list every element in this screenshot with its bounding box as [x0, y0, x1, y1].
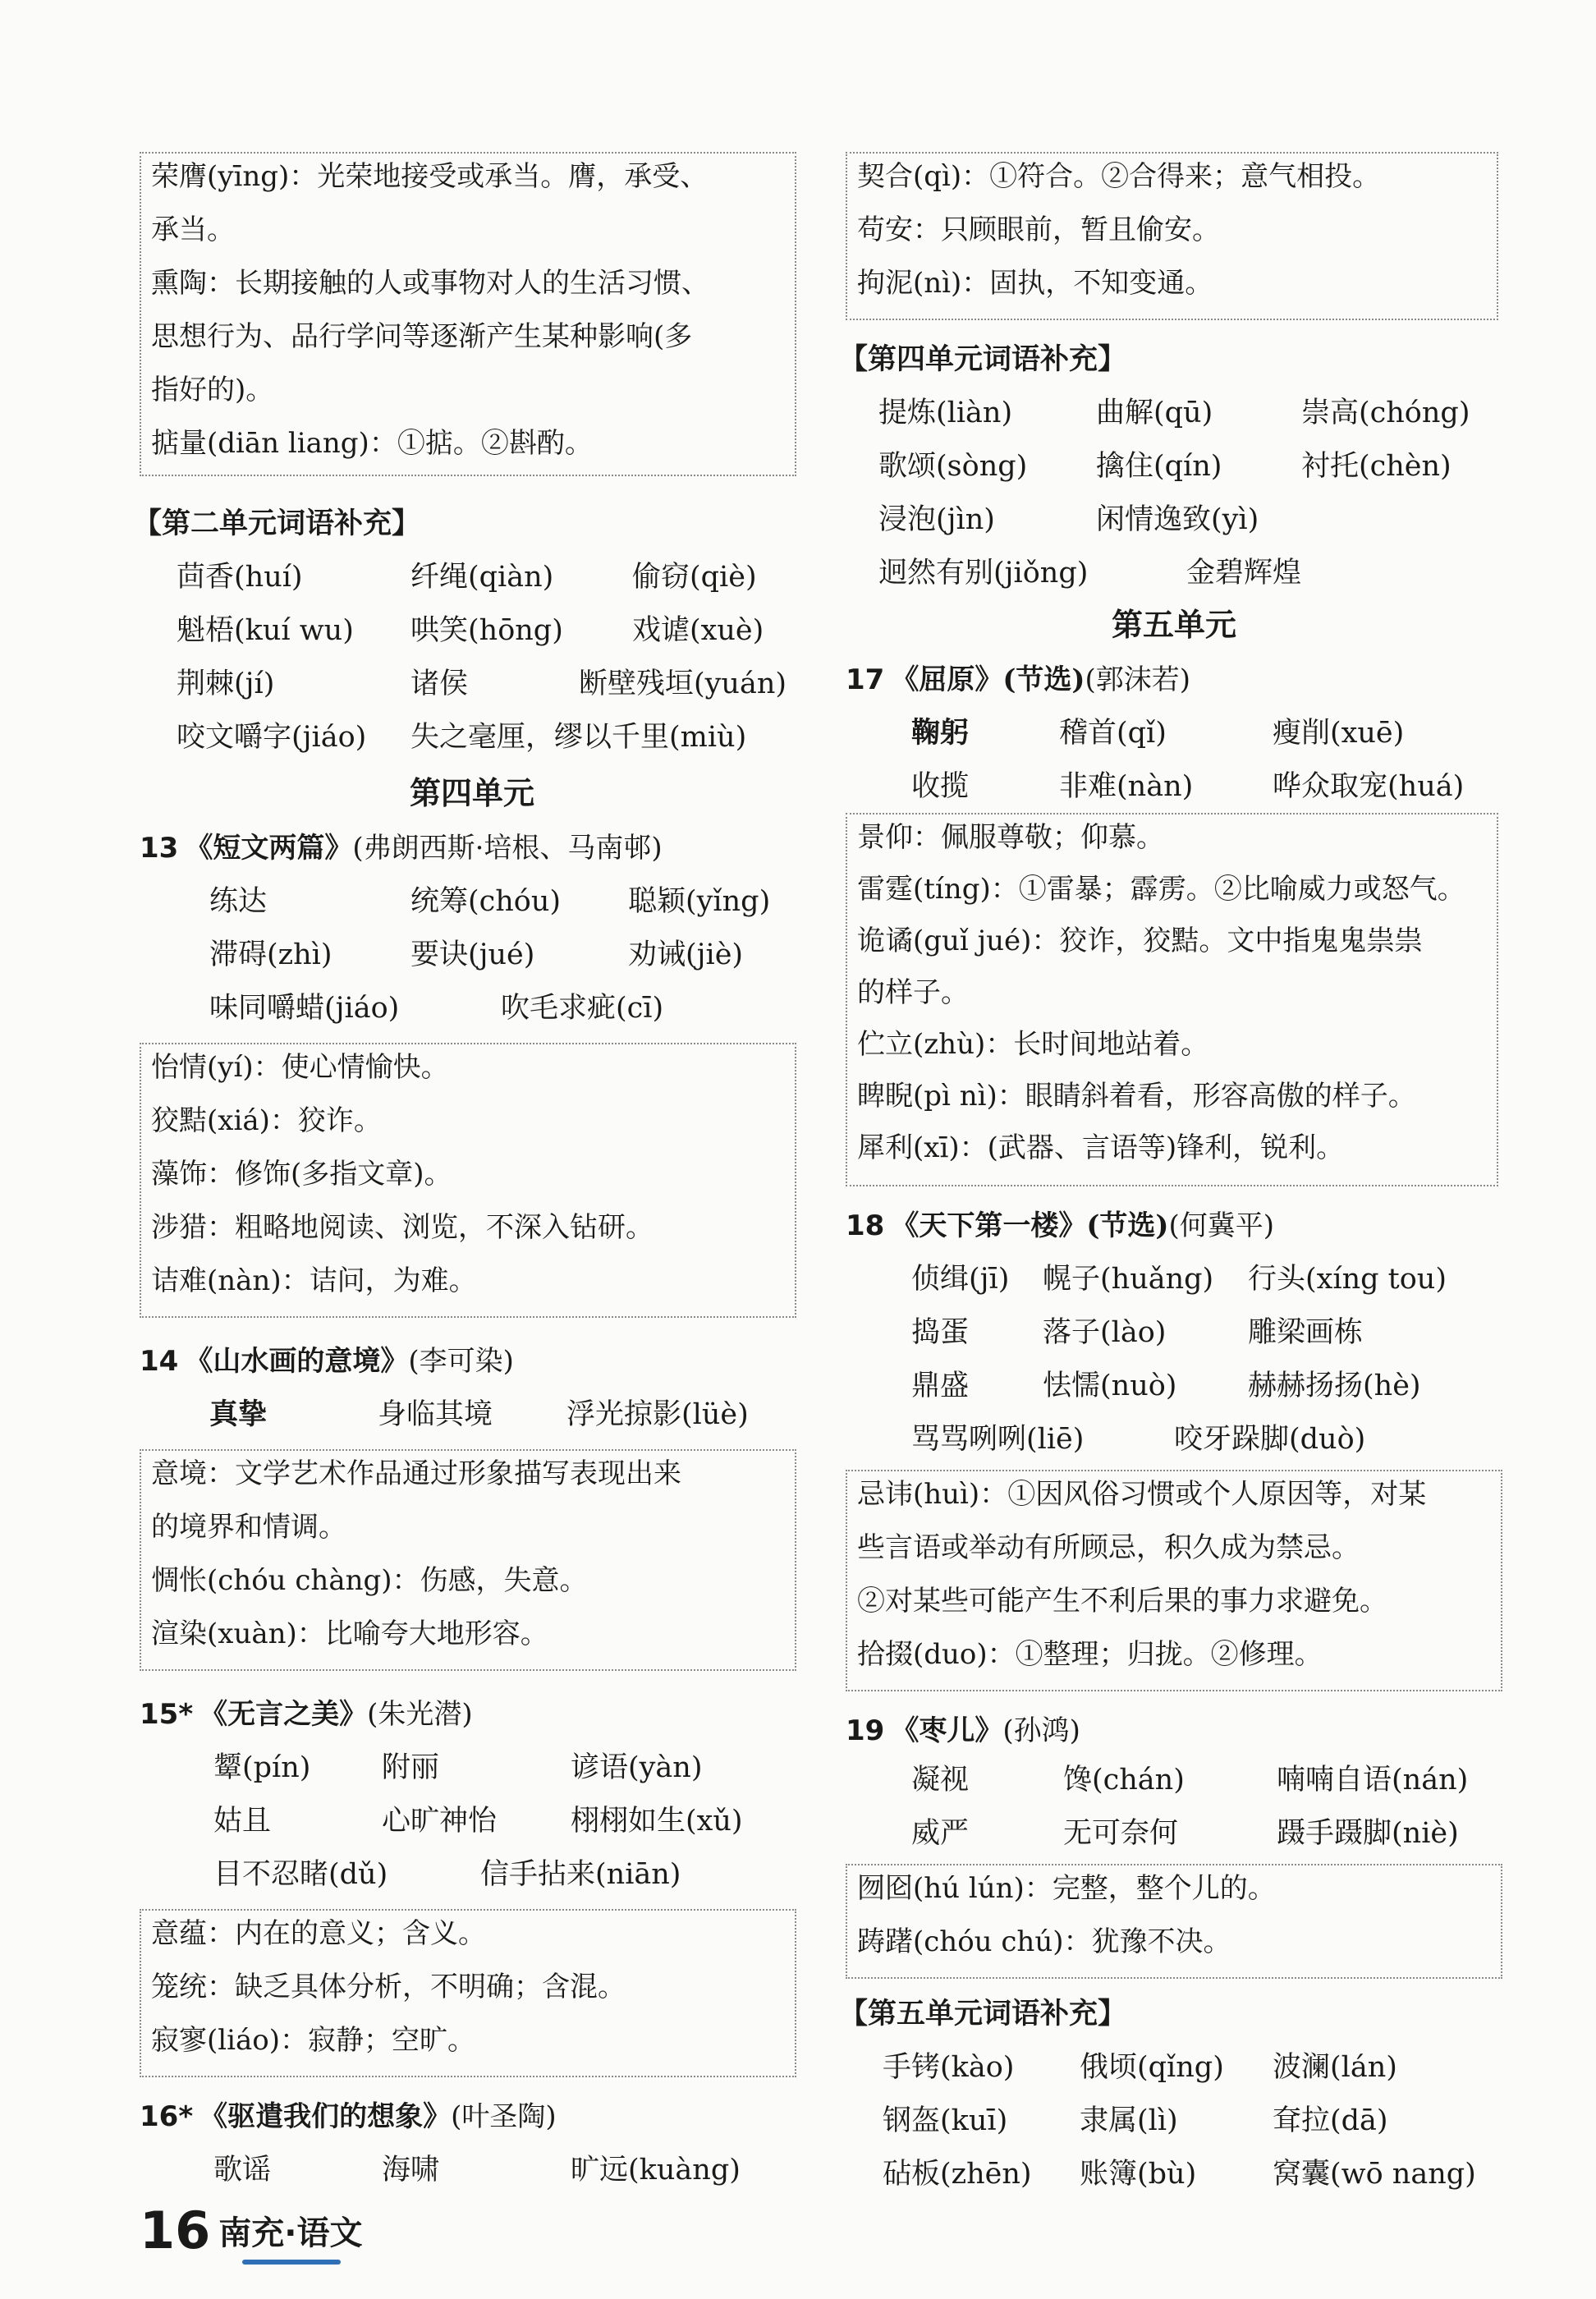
vocab-word: 歌谣	[213, 2154, 272, 2187]
vocab-word: 窝囊(wō nang)	[1273, 2158, 1476, 2191]
definition-line: 睥睨(pì nì)：眼睛斜着看，形容高傲的样子。	[857, 1080, 1416, 1113]
vocab-word: 浸泡(jìn)	[878, 503, 995, 536]
lesson-author: (叶圣陶)	[451, 2100, 557, 2133]
vocab-word: 威严	[911, 1817, 970, 1850]
definition-line: 景仰：佩服尊敬；仰慕。	[857, 821, 1164, 854]
vocab-word: 馋(chán)	[1063, 1764, 1185, 1797]
vocab-word: 偷窃(qiè)	[632, 561, 757, 594]
vocab-word: 歌颂(sòng)	[878, 450, 1028, 483]
vocab-word: 行头(xíng tou)	[1248, 1263, 1447, 1296]
lesson-author: (弗朗西斯·培根、马南邨)	[352, 832, 663, 865]
vocab-word: 骂骂咧咧(liē)	[911, 1423, 1085, 1456]
definition-line: 思想行为、品行学问等逐渐产生某种影响(多	[151, 320, 693, 353]
lesson-heading	[846, 1203, 1274, 1243]
definition-line: 的样子。	[857, 976, 969, 1009]
page-number: 16	[140, 2200, 211, 2260]
lesson-heading	[140, 2094, 557, 2134]
vocab-word: 练达	[209, 885, 268, 918]
definition-line: 诡谲(guǐ jué)：狡诈，狡黠。文中指鬼鬼祟祟	[857, 925, 1423, 957]
vocab-word: 哄笑(hōng)	[410, 614, 563, 647]
vocab-word: 旷远(kuàng)	[571, 2154, 741, 2187]
definition-line: 承当。	[151, 213, 235, 246]
vocab-word: 凝视	[911, 1764, 970, 1797]
vocab-word: 咬文嚼字(jiáo)	[177, 721, 367, 754]
definition-line: 苟安：只顾眼前，暂且偷安。	[857, 213, 1220, 246]
definition-box	[846, 813, 1498, 1186]
lesson-title: 《无言之美》	[200, 1698, 368, 1731]
vocab-word: 附丽	[382, 1751, 440, 1784]
vocab-word: 账簿(bù)	[1080, 2158, 1197, 2191]
vocab-word: 金碧辉煌	[1186, 557, 1302, 590]
vocab-word: 海啸	[382, 2154, 440, 2187]
vocab-word: 俄顷(qǐng)	[1080, 2051, 1224, 2084]
vocab-word: 要诀(jué)	[410, 938, 535, 971]
definition-line: 寂寥(liáo)：寂静；空旷。	[151, 2024, 476, 2057]
definition-line: 笼统：缺乏具体分析，不明确；含混。	[151, 1971, 626, 2003]
lesson-title: 《驱遣我们的想象》	[200, 2100, 452, 2133]
vocab-word: 真挚	[209, 1397, 268, 1431]
lesson-heading	[140, 825, 663, 865]
definition-line: 惆怅(chóu chàng)：伤感，失意。	[151, 1564, 588, 1597]
lesson-author: (朱光潜)	[367, 1698, 473, 1731]
definition-line: 忌讳(huì)：①因风俗习惯或个人原因等，对某	[857, 1478, 1427, 1511]
lesson-title: 《天下第一楼》(节选)	[891, 1209, 1169, 1242]
vocab-word: 统筹(chóu)	[410, 885, 562, 918]
lesson-title: 《短文两篇》	[185, 832, 353, 865]
definition-line: 雷霆(tíng)：①雷暴；霹雳。②比喻威力或怒气。	[857, 873, 1465, 906]
lesson-title: 《屈原》(节选)	[891, 663, 1085, 696]
lesson-number: 16*	[140, 2100, 194, 2133]
definition-line: 犀利(xī)：(武器、言语等)锋利，锐利。	[857, 1131, 1345, 1164]
vocab-word: 身临其境	[378, 1398, 493, 1431]
definition-line: 些言语或举动有所顾忌，积久成为禁忌。	[857, 1531, 1360, 1564]
vocab-word: 收揽	[911, 770, 970, 803]
vocab-word: 手铐(kào)	[883, 2051, 1015, 2084]
definition-line: 指好的)。	[151, 374, 274, 406]
definition-line: 的境界和情调。	[151, 1511, 346, 1544]
vocab-word: 迥然有别(jiǒng)	[878, 557, 1089, 590]
lesson-title: 《枣儿》	[891, 1714, 1003, 1747]
definition-line: 踌躇(chóu chú)：犹豫不决。	[857, 1925, 1231, 1958]
lesson-number: 18	[846, 1209, 885, 1242]
vocab-word: 魁梧(kuí wu)	[177, 614, 354, 647]
definition-line: 意境：文学艺术作品通过形象描写表现出来	[151, 1457, 681, 1490]
vocab-word: 荆棘(jí)	[177, 668, 275, 700]
vocab-word: 无可奈何	[1063, 1817, 1179, 1850]
vocab-word: 侦缉(jī)	[911, 1263, 1010, 1296]
vocab-word: 钢盔(kuī)	[883, 2104, 1008, 2137]
page-footer	[140, 2200, 362, 2260]
vocab-word: 目不忍睹(dǔ)	[213, 1858, 388, 1891]
footer-subtitle: 南充·语文	[218, 2214, 363, 2252]
definition-line: 掂量(diān liang)：①掂。②斟酌。	[151, 427, 593, 460]
vocab-word: 断壁残垣(yuán)	[579, 668, 787, 700]
vocab-word: 聪颖(yǐng)	[628, 885, 771, 918]
vocab-word: 姑且	[213, 1805, 272, 1838]
vocab-word: 落子(lào)	[1043, 1316, 1167, 1349]
definition-line: 涉猎：粗略地阅读、浏览，不深入钻研。	[151, 1211, 654, 1244]
section-header: 【第四单元词语补充】	[839, 343, 1127, 376]
section-header: 【第二单元词语补充】	[133, 507, 421, 540]
definition-line: 熏陶：长期接触的人或事物对人的生活习惯、	[151, 267, 709, 300]
definition-line: ②对某些可能产生不利后果的事力求避免。	[857, 1585, 1387, 1618]
vocab-word: 砧板(zhēn)	[883, 2158, 1032, 2191]
definition-line: 契合(qì)：①符合。②合得来；意气相投。	[857, 160, 1381, 193]
definition-line: 拾掇(duo)：①整理；归拢。②修理。	[857, 1638, 1323, 1671]
definition-box	[140, 1909, 796, 2077]
vocab-word: 捣蛋	[911, 1316, 970, 1349]
definition-box	[846, 1864, 1502, 1979]
definition-line: 怡情(yí)：使心情愉快。	[151, 1051, 449, 1084]
vocab-word: 崇高(chóng)	[1301, 397, 1470, 429]
unit-title: 第五单元	[1111, 606, 1236, 643]
vocab-word: 鞠躬	[911, 716, 970, 750]
definition-line: 渲染(xuàn)：比喻夸大地形容。	[151, 1618, 548, 1650]
vocab-word: 失之毫厘，缪以千里(miù)	[410, 721, 747, 754]
definition-line: 藻饰：修饰(多指文章)。	[151, 1158, 452, 1191]
vocab-word: 怯懦(nuò)	[1043, 1370, 1177, 1402]
vocab-word: 滞碍(zhì)	[209, 938, 332, 971]
lesson-author: (孙鸿)	[1002, 1714, 1080, 1747]
vocab-word: 闲情逸致(yì)	[1096, 503, 1259, 536]
lesson-author: (郭沫若)	[1085, 663, 1191, 696]
definition-box	[140, 1043, 796, 1318]
lesson-number: 17	[846, 663, 885, 696]
vocab-word: 耷拉(dā)	[1273, 2104, 1388, 2137]
vocab-word: 哗众取宠(huá)	[1273, 770, 1465, 803]
definition-box	[846, 1470, 1502, 1691]
vocab-word: 栩栩如生(xǔ)	[571, 1805, 743, 1838]
vocab-word: 诸侯	[410, 668, 469, 700]
vocab-word: 蹑手蹑脚(niè)	[1277, 1817, 1459, 1850]
section-header: 【第五单元词语补充】	[839, 1998, 1127, 2031]
vocab-word: 咬牙跺脚(duò)	[1174, 1423, 1366, 1456]
vocab-word: 浮光掠影(lüè)	[566, 1398, 749, 1431]
lesson-number: 19	[846, 1714, 885, 1747]
vocab-word: 曲解(qū)	[1096, 397, 1213, 429]
vocab-word: 谚语(yàn)	[571, 1751, 703, 1784]
vocab-word: 瘦削(xuē)	[1273, 717, 1405, 750]
definition-box	[140, 1449, 796, 1671]
vocab-word: 味同嚼蜡(jiáo)	[209, 992, 400, 1025]
lesson-author: (何冀平)	[1168, 1209, 1275, 1242]
vocab-word: 信手拈来(niān)	[480, 1858, 681, 1891]
lesson-heading	[846, 657, 1190, 697]
unit-title: 第四单元	[409, 774, 534, 811]
lesson-number: 13	[140, 832, 179, 865]
definition-line: 狡黠(xiá)：狡诈。	[151, 1104, 382, 1137]
footer-accent-bar	[242, 2260, 341, 2265]
vocab-word: 非难(nàn)	[1059, 770, 1194, 803]
definition-line: 伫立(zhù)：长时间地站着。	[857, 1028, 1209, 1061]
lesson-number: 14	[140, 1345, 179, 1378]
vocab-word: 衬托(chèn)	[1301, 450, 1452, 483]
lesson-number: 15*	[140, 1698, 194, 1731]
lesson-title: 《山水画的意境》	[185, 1345, 409, 1378]
definition-line: 意蕴：内在的意义；含义。	[151, 1917, 486, 1950]
vocab-word: 擒住(qín)	[1096, 450, 1222, 483]
vocab-word: 鼎盛	[911, 1370, 970, 1402]
vocab-word: 波澜(lán)	[1273, 2051, 1397, 2084]
definition-line: 囫囵(hú lún)：完整，整个儿的。	[857, 1872, 1276, 1905]
vocab-word: 隶属(lì)	[1080, 2104, 1178, 2137]
lesson-author: (李可染)	[408, 1345, 514, 1378]
vocab-word: 吹毛求疵(cī)	[501, 992, 664, 1025]
definition-line: 诘难(nàn)：诘问，为难。	[151, 1264, 477, 1297]
definition-line: 荣膺(yīng)：光荣地接受或承当。膺，承受、	[151, 160, 709, 193]
vocab-word: 颦(pín)	[213, 1751, 311, 1784]
definition-box	[846, 152, 1498, 320]
vocab-word: 雕梁画栋	[1248, 1316, 1364, 1349]
vocab-word: 心旷神怡	[382, 1805, 498, 1838]
vocab-word: 喃喃自语(nán)	[1277, 1764, 1469, 1797]
lesson-heading	[140, 1691, 473, 1732]
vocab-word: 劝诫(jiè)	[628, 938, 744, 971]
vocab-word: 提炼(liàn)	[878, 397, 1013, 429]
vocab-word: 幌子(huǎng)	[1043, 1263, 1214, 1296]
vocab-word: 纤绳(qiàn)	[410, 561, 554, 594]
lesson-heading	[846, 1708, 1080, 1748]
lesson-heading	[140, 1338, 514, 1379]
definition-line: 拘泥(nì)：固执，不知变通。	[857, 267, 1213, 300]
vocab-word: 茴香(huí)	[177, 561, 303, 594]
vocab-word: 赫赫扬扬(hè)	[1248, 1370, 1421, 1402]
vocab-word: 稽首(qǐ)	[1059, 717, 1167, 750]
definition-box	[140, 152, 796, 476]
vocab-word: 戏谑(xuè)	[632, 614, 764, 647]
